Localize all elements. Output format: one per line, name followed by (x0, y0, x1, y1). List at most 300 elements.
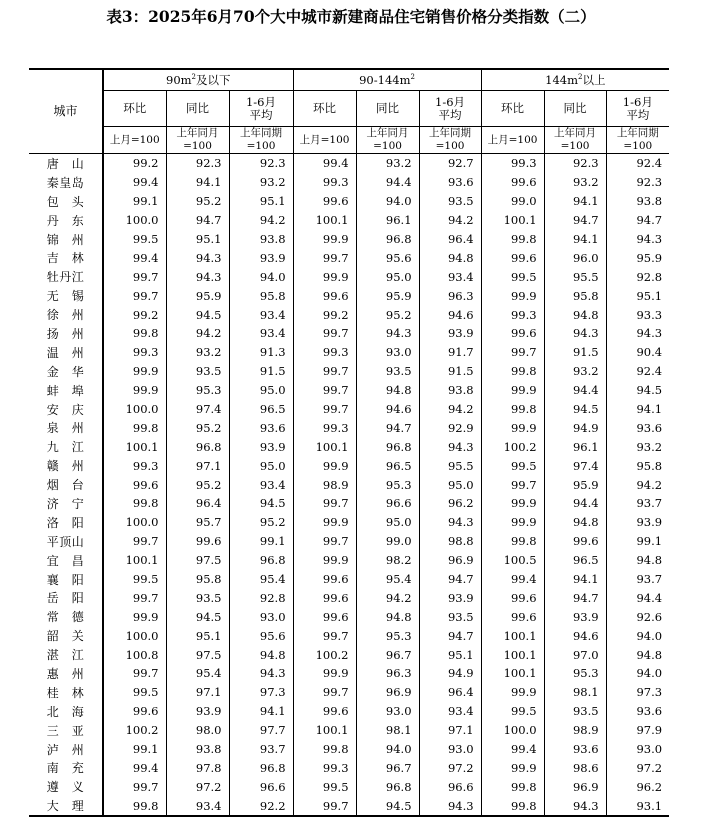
table-row (29, 664, 669, 683)
index-value: 98.9 (293, 475, 356, 494)
index-value: 93.4 (166, 796, 229, 816)
index-value: 100.5 (481, 551, 544, 570)
index-value: 90.4 (606, 343, 669, 362)
index-value: 99.6 (293, 702, 356, 721)
index-value: 94.5 (606, 381, 669, 400)
index-value: 99.9 (103, 362, 166, 381)
index-value: 99.2 (103, 154, 166, 173)
index-value: 93.8 (419, 381, 481, 400)
index-value: 99.6 (481, 588, 544, 607)
index-value: 93.0 (606, 740, 669, 759)
group-header-90-and-below: $90m^2$及以下 (103, 69, 293, 91)
index-value: 95.8 (606, 456, 669, 475)
index-value: 94.9 (419, 664, 481, 683)
index-value: 95.4 (166, 664, 229, 683)
index-value: 93.7 (606, 494, 669, 513)
index-value: 95.1 (166, 230, 229, 249)
city-name: 包 头 (46, 194, 85, 209)
city-name: 烟 台 (46, 478, 85, 493)
index-value: 99.6 (293, 588, 356, 607)
city-name: 宜 昌 (46, 553, 85, 568)
city-name: 襄 阳 (46, 572, 85, 587)
subheader-2-1: 环比 (293, 91, 356, 127)
index-value: 94.2 (419, 211, 481, 230)
index-value: 94.7 (544, 588, 606, 607)
index-value: 93.5 (419, 607, 481, 626)
index-value: 93.0 (419, 740, 481, 759)
table-row (29, 305, 669, 324)
index-value: 94.3 (419, 437, 481, 456)
index-value: 96.8 (356, 437, 419, 456)
index-value: 96.8 (356, 777, 419, 796)
index-value: 94.7 (606, 211, 669, 230)
subheader-1-2: 同比 (166, 91, 229, 127)
table-row (29, 740, 669, 759)
index-value: 94.3 (606, 230, 669, 249)
index-value: 97.0 (544, 645, 606, 664)
index-value: 95.0 (229, 456, 293, 475)
city-name: 洛 阳 (46, 515, 85, 530)
index-value: 99.7 (103, 588, 166, 607)
city-name: 泸 州 (46, 742, 85, 757)
index-value: 95.1 (166, 626, 229, 645)
index-value: 94.3 (166, 267, 229, 286)
city-name: 无 锡 (46, 289, 85, 304)
index-value: 93.9 (229, 437, 293, 456)
index-value: 93.9 (229, 248, 293, 267)
index-value: 99.9 (293, 456, 356, 475)
index-value: 99.8 (103, 324, 166, 343)
index-value: 97.3 (229, 683, 293, 702)
index-value: 93.0 (229, 607, 293, 626)
index-value: 94.8 (419, 248, 481, 267)
index-value: 91.5 (419, 362, 481, 381)
table-row (29, 607, 669, 626)
index-value: 93.6 (606, 418, 669, 437)
index-value: 94.3 (166, 248, 229, 267)
subheader-3-2: 同比 (544, 91, 606, 127)
base-header-1-1: 上月=100 (103, 127, 166, 154)
index-value: 99.5 (103, 230, 166, 249)
table-row (29, 645, 669, 664)
index-value: 100.1 (103, 551, 166, 570)
index-value: 94.2 (229, 211, 293, 230)
index-value: 96.1 (544, 437, 606, 456)
index-value: 97.9 (606, 721, 669, 740)
table-row (29, 683, 669, 702)
index-value: 91.3 (229, 343, 293, 362)
index-value: 93.6 (229, 418, 293, 437)
table-row (29, 588, 669, 607)
index-value: 91.7 (419, 343, 481, 362)
subheader-2-2: 同比 (356, 91, 419, 127)
index-value: 94.0 (606, 664, 669, 683)
index-value: 100.1 (103, 437, 166, 456)
index-value: 96.5 (229, 400, 293, 419)
index-value: 99.8 (481, 532, 544, 551)
index-value: 94.8 (229, 645, 293, 664)
city-name: 丹 东 (46, 213, 85, 228)
index-value: 100.1 (481, 664, 544, 683)
index-value: 95.9 (356, 286, 419, 305)
index-value: 98.8 (419, 532, 481, 551)
index-value: 99.4 (103, 248, 166, 267)
city-name: 唐 山 (46, 156, 85, 171)
index-value: 99.1 (229, 532, 293, 551)
index-value: 96.5 (356, 456, 419, 475)
index-value: 94.5 (229, 494, 293, 513)
index-value: 99.9 (481, 418, 544, 437)
index-value: 95.1 (606, 286, 669, 305)
index-value: 94.0 (606, 626, 669, 645)
index-value: 96.8 (356, 230, 419, 249)
index-value: 97.2 (606, 759, 669, 778)
index-value: 94.1 (544, 570, 606, 589)
index-value: 95.2 (166, 192, 229, 211)
index-value: 99.3 (293, 173, 356, 192)
index-value: 99.8 (103, 418, 166, 437)
index-value: 94.3 (544, 796, 606, 816)
index-value: 99.7 (293, 494, 356, 513)
index-value: 95.6 (229, 626, 293, 645)
city-name: 安 庆 (46, 402, 85, 417)
index-value: 94.4 (544, 494, 606, 513)
index-value: 99.9 (293, 267, 356, 286)
index-value: 95.2 (166, 418, 229, 437)
index-value: 99.6 (481, 173, 544, 192)
index-value: 94.2 (166, 324, 229, 343)
index-value: 97.8 (166, 759, 229, 778)
index-value: 99.7 (293, 796, 356, 816)
index-value: 94.5 (166, 305, 229, 324)
index-value: 96.3 (356, 664, 419, 683)
index-value: 96.5 (544, 551, 606, 570)
index-value: 93.2 (356, 154, 419, 173)
index-value: 99.8 (481, 777, 544, 796)
index-value: 93.8 (229, 230, 293, 249)
index-value: 97.2 (166, 777, 229, 796)
table-row (29, 777, 669, 796)
index-value: 99.9 (481, 381, 544, 400)
index-value: 94.8 (356, 607, 419, 626)
index-value: 97.4 (544, 456, 606, 475)
index-value: 94.1 (544, 192, 606, 211)
index-value: 99.3 (103, 456, 166, 475)
index-value: 95.3 (356, 475, 419, 494)
index-value: 96.2 (606, 777, 669, 796)
index-value: 96.0 (544, 248, 606, 267)
index-value: 93.2 (166, 343, 229, 362)
index-value: 100.1 (293, 721, 356, 740)
index-value: 96.7 (356, 759, 419, 778)
index-value: 96.8 (229, 551, 293, 570)
index-value: 99.2 (103, 305, 166, 324)
index-value: 96.9 (356, 683, 419, 702)
city-name: 大 理 (29, 796, 103, 816)
index-value: 99.0 (356, 532, 419, 551)
table-row (29, 494, 669, 513)
index-value: 99.5 (481, 267, 544, 286)
index-value: 92.9 (419, 418, 481, 437)
index-value: 99.9 (481, 513, 544, 532)
index-value: 92.8 (229, 588, 293, 607)
index-value: 94.2 (419, 400, 481, 419)
index-value: 93.4 (229, 324, 293, 343)
index-value: 94.3 (606, 324, 669, 343)
index-value: 96.6 (229, 777, 293, 796)
index-value: 100.1 (481, 211, 544, 230)
index-value: 99.7 (103, 532, 166, 551)
index-value: 99.7 (293, 683, 356, 702)
index-value: 97.2 (419, 759, 481, 778)
index-value: 99.6 (103, 475, 166, 494)
index-value: 94.0 (356, 740, 419, 759)
index-value: 95.0 (419, 475, 481, 494)
index-value: 99.3 (103, 343, 166, 362)
city-name: 锦 州 (46, 232, 85, 247)
index-value: 93.6 (606, 702, 669, 721)
index-value: 99.4 (481, 570, 544, 589)
index-value: 99.2 (293, 305, 356, 324)
index-value: 94.4 (544, 381, 606, 400)
index-value: 99.8 (481, 362, 544, 381)
index-value: 92.4 (606, 362, 669, 381)
table-title: 表3：2025年6月70个大中城市新建商品住宅销售价格分类指数（二） (106, 7, 596, 26)
index-value: 97.1 (419, 721, 481, 740)
city-name: 桂 林 (46, 685, 85, 700)
index-value: 98.1 (544, 683, 606, 702)
index-value: 99.4 (103, 759, 166, 778)
index-value: 92.2 (229, 796, 293, 816)
index-value: 99.7 (481, 475, 544, 494)
index-value: 99.6 (293, 192, 356, 211)
index-value: 95.7 (166, 513, 229, 532)
index-value: 99.9 (481, 494, 544, 513)
index-value: 93.2 (544, 173, 606, 192)
table-row (29, 626, 669, 645)
index-value: 100.2 (103, 721, 166, 740)
table-row (29, 475, 669, 494)
index-value: 99.9 (293, 230, 356, 249)
index-value: 99.8 (481, 230, 544, 249)
index-value: 92.7 (419, 154, 481, 173)
index-value: 99.3 (481, 305, 544, 324)
index-value: 95.2 (229, 513, 293, 532)
index-value: 93.2 (606, 437, 669, 456)
index-value: 99.9 (103, 607, 166, 626)
index-value: 96.1 (356, 211, 419, 230)
table-row (29, 456, 669, 475)
index-value: 97.1 (166, 683, 229, 702)
table-row (29, 551, 669, 570)
index-value: 92.6 (606, 607, 669, 626)
index-value: 93.5 (166, 588, 229, 607)
index-value: 94.2 (356, 588, 419, 607)
index-value: 100.0 (103, 211, 166, 230)
table-row (29, 702, 669, 721)
index-value: 95.5 (544, 267, 606, 286)
index-value: 95.8 (166, 570, 229, 589)
index-value: 95.9 (166, 286, 229, 305)
index-value: 98.9 (544, 721, 606, 740)
index-value: 99.9 (293, 551, 356, 570)
city-name: 平顶山 (46, 534, 85, 549)
subheader-3-1: 环比 (481, 91, 544, 127)
index-value: 92.3 (229, 154, 293, 173)
index-value: 94.4 (606, 588, 669, 607)
table-row (29, 437, 669, 456)
index-value: 99.7 (293, 324, 356, 343)
index-value: 94.1 (606, 400, 669, 419)
index-value: 92.3 (606, 173, 669, 192)
city-name: 温 州 (46, 345, 85, 360)
index-value: 99.7 (293, 400, 356, 419)
index-value: 95.8 (229, 286, 293, 305)
index-value: 96.7 (356, 645, 419, 664)
index-value: 94.0 (229, 267, 293, 286)
index-value: 93.4 (419, 702, 481, 721)
index-value: 99.4 (481, 740, 544, 759)
index-value: 99.9 (103, 381, 166, 400)
index-value: 93.6 (419, 173, 481, 192)
table-row (29, 721, 669, 740)
index-value: 99.4 (293, 154, 356, 173)
base-header-1-2: 上年同月 =100 (166, 127, 229, 154)
index-value: 95.3 (544, 664, 606, 683)
index-value: 95.9 (544, 475, 606, 494)
group-header-144-above: $144m^2$以上 (481, 69, 669, 91)
index-value: 96.3 (419, 286, 481, 305)
index-value: 94.7 (419, 626, 481, 645)
city-name: 常 德 (46, 610, 85, 625)
index-value: 98.0 (166, 721, 229, 740)
table-row (29, 418, 669, 437)
index-value: 99.9 (293, 664, 356, 683)
index-value: 93.8 (606, 192, 669, 211)
index-value: 93.7 (606, 570, 669, 589)
table-row (29, 324, 669, 343)
table-row (29, 570, 669, 589)
index-value: 93.4 (229, 475, 293, 494)
index-value: 99.8 (481, 400, 544, 419)
city-name: 秦皇岛 (46, 175, 85, 190)
index-value: 99.9 (481, 683, 544, 702)
index-value: 95.3 (166, 381, 229, 400)
index-value: 92.3 (166, 154, 229, 173)
index-value: 94.3 (419, 796, 481, 816)
index-value: 99.1 (103, 740, 166, 759)
index-value: 99.3 (293, 759, 356, 778)
table-row (29, 286, 669, 305)
index-value: 95.0 (356, 513, 419, 532)
index-value: 95.8 (544, 286, 606, 305)
index-value: 94.3 (419, 513, 481, 532)
index-value: 97.3 (606, 683, 669, 702)
index-value: 99.5 (293, 777, 356, 796)
index-value: 100.2 (293, 645, 356, 664)
index-value: 99.6 (166, 532, 229, 551)
city-name: 三 亚 (46, 723, 85, 738)
index-value: 94.1 (229, 702, 293, 721)
index-value: 99.5 (103, 683, 166, 702)
index-value: 94.8 (356, 381, 419, 400)
index-value: 99.6 (481, 324, 544, 343)
index-value: 100.0 (481, 721, 544, 740)
index-value: 94.9 (544, 418, 606, 437)
base-header-3-3: 上年同期 =100 (606, 127, 669, 154)
index-value: 100.2 (481, 437, 544, 456)
index-value: 100.1 (293, 437, 356, 456)
index-value: 99.7 (293, 381, 356, 400)
index-value: 99.3 (293, 418, 356, 437)
city-name: 惠 州 (46, 666, 85, 681)
index-value: 99.9 (481, 286, 544, 305)
index-value: 97.7 (229, 721, 293, 740)
index-value: 94.2 (606, 475, 669, 494)
index-value: 93.9 (544, 607, 606, 626)
index-value: 93.2 (544, 362, 606, 381)
city-name: 岳 阳 (46, 591, 85, 606)
city-name: 吉 林 (46, 251, 85, 266)
index-value: 99.6 (544, 532, 606, 551)
index-value: 94.7 (166, 211, 229, 230)
index-value: 92.8 (606, 267, 669, 286)
index-value: 93.0 (356, 702, 419, 721)
base-header-3-2: 上年同月 =100 (544, 127, 606, 154)
index-value: 93.4 (419, 267, 481, 286)
base-header-3-1: 上月=100 (481, 127, 544, 154)
base-header-2-1: 上月=100 (293, 127, 356, 154)
index-value: 95.0 (356, 267, 419, 286)
index-value: 91.5 (229, 362, 293, 381)
index-value: 94.8 (544, 513, 606, 532)
index-value: 94.6 (419, 305, 481, 324)
index-value: 93.5 (419, 192, 481, 211)
index-value: 93.5 (166, 362, 229, 381)
price-index-table (29, 68, 669, 817)
table-row (29, 154, 669, 173)
index-value: 96.6 (419, 777, 481, 796)
index-value: 99.7 (103, 267, 166, 286)
index-value: 96.4 (419, 683, 481, 702)
index-value: 99.6 (481, 607, 544, 626)
table-row (29, 381, 669, 400)
index-value: 98.1 (356, 721, 419, 740)
index-value: 94.6 (356, 400, 419, 419)
index-value: 91.5 (544, 343, 606, 362)
index-value: 99.4 (103, 173, 166, 192)
city-name: 赣 州 (46, 459, 85, 474)
index-value: 100.0 (103, 513, 166, 532)
table-row (29, 230, 669, 249)
index-value: 95.5 (419, 456, 481, 475)
subheader-1-1: 环比 (103, 91, 166, 127)
index-value: 99.7 (293, 248, 356, 267)
index-value: 93.6 (544, 740, 606, 759)
index-value: 93.2 (229, 173, 293, 192)
index-value: 96.6 (356, 494, 419, 513)
index-value: 95.2 (166, 475, 229, 494)
base-header-2-2: 上年同月 =100 (356, 127, 419, 154)
index-value: 96.8 (229, 759, 293, 778)
city-column-header: 城市 (29, 69, 103, 154)
index-value: 93.5 (544, 702, 606, 721)
index-value: 99.9 (293, 513, 356, 532)
index-value: 95.9 (606, 248, 669, 267)
index-value: 99.8 (293, 740, 356, 759)
subheader-2-3: 1-6月 平均 (419, 91, 481, 127)
index-value: 98.6 (544, 759, 606, 778)
